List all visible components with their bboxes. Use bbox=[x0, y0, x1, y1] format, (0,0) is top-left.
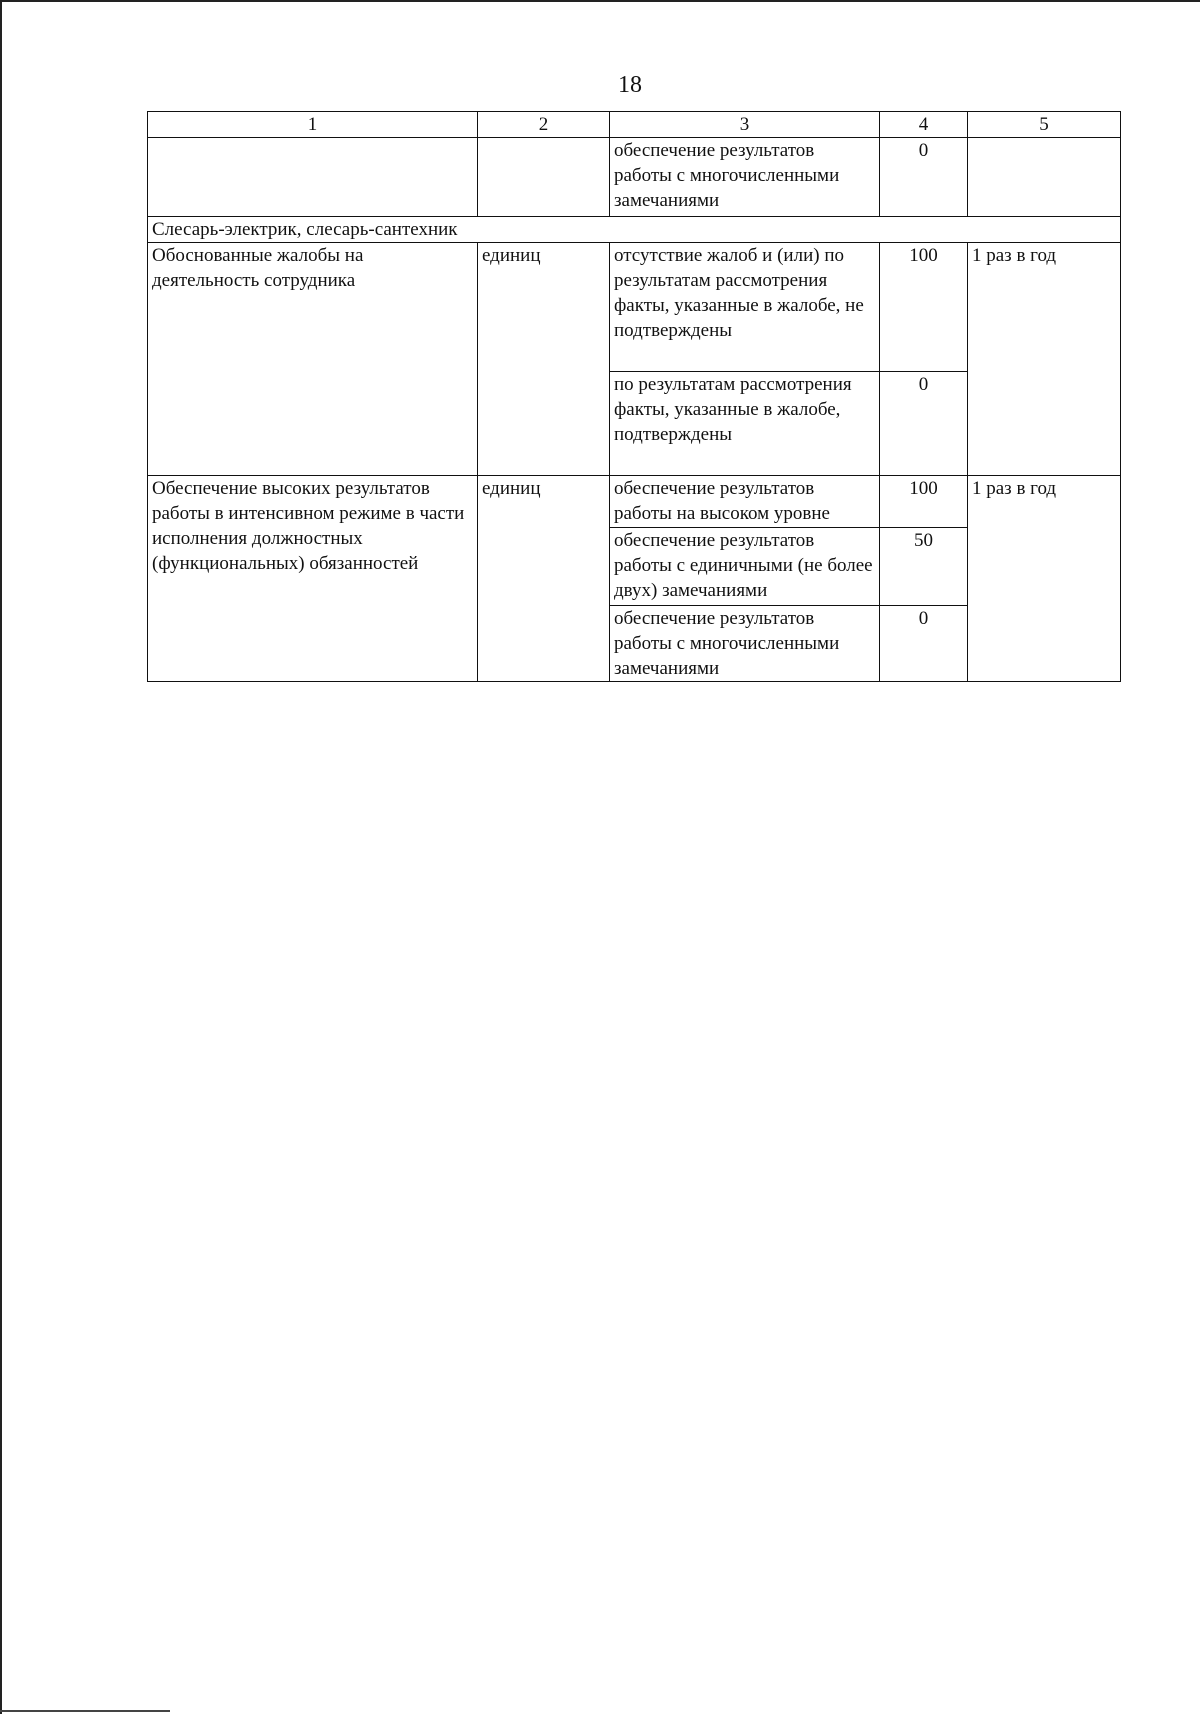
table-header-row bbox=[148, 112, 1121, 138]
page-number: 18 bbox=[618, 72, 642, 98]
column-header: 4 bbox=[880, 112, 968, 138]
column-header: 5 bbox=[968, 112, 1121, 138]
condition-cell: обеспечение результатов работы на высоком уровне bbox=[610, 476, 880, 528]
column-header: 3 bbox=[610, 112, 880, 138]
periodicity-cell: 1 раз в год bbox=[968, 243, 1121, 476]
scan-edge-bottom bbox=[0, 1710, 170, 1712]
condition-cell: отсутствие жалоб и (или) по результатам рассмотрения факты, указанные в жалобе, не подтверждены bbox=[610, 243, 880, 372]
table-row bbox=[148, 138, 1121, 217]
score-cell: 50 bbox=[880, 528, 968, 606]
condition-cell: обеспечение результатов работы с многочисленными замечаниями bbox=[610, 138, 880, 217]
scan-edge-top bbox=[0, 0, 1200, 2]
score-cell: 0 bbox=[880, 372, 968, 476]
unit-cell: единиц bbox=[478, 476, 610, 682]
unit-cell bbox=[478, 138, 610, 217]
score-cell: 0 bbox=[880, 138, 968, 217]
section-row bbox=[148, 217, 1121, 243]
score-cell: 0 bbox=[880, 606, 968, 682]
condition-cell: обеспечение результатов работы с многочисленными замечаниями bbox=[610, 606, 880, 682]
condition-cell: по результатам рассмотрения факты, указанные в жалобе, подтверждены bbox=[610, 372, 880, 476]
column-header: 2 bbox=[478, 112, 610, 138]
criterion-cell: Обеспечение высоких результатов работы в интенсивном режиме в части исполнения должностных (функциональных) обязанностей bbox=[148, 476, 478, 682]
periodicity-cell bbox=[968, 138, 1121, 217]
criterion-cell: Обоснованные жалобы на деятельность сотрудника bbox=[148, 243, 478, 476]
score-cell: 100 bbox=[880, 243, 968, 372]
criteria-table bbox=[147, 111, 1121, 682]
unit-cell: единиц bbox=[478, 243, 610, 476]
periodicity-cell: 1 раз в год bbox=[968, 476, 1121, 682]
column-header: 1 bbox=[148, 112, 478, 138]
section-title: Слесарь-электрик, слесарь-сантехник bbox=[148, 217, 1121, 243]
table-row bbox=[148, 476, 1121, 528]
criterion-cell bbox=[148, 138, 478, 217]
table-row bbox=[148, 243, 1121, 372]
score-cell: 100 bbox=[880, 476, 968, 528]
scan-edge-left bbox=[0, 0, 2, 1714]
condition-cell: обеспечение результатов работы с единичными (не более двух) замечаниями bbox=[610, 528, 880, 606]
